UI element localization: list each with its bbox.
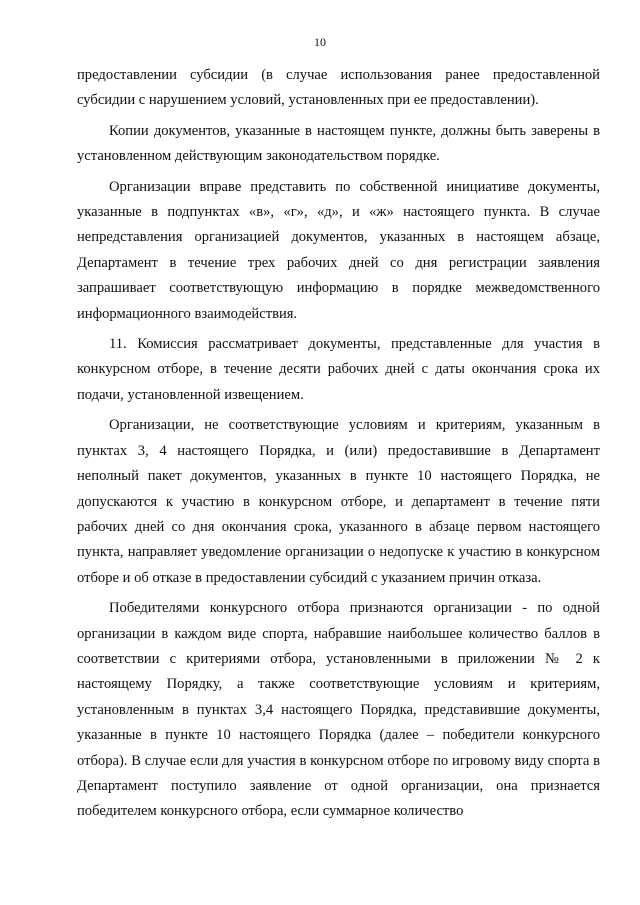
paragraph-selection-winners: Победителями конкурсного отбора признаются организации - по одной организации в каждом виде спорта, набравшие наибольшее количество баллов в соответствии с критериями отбора, установленными в приложении № 2 к настоящему Порядку, а также соответствующие условиям и критериям, установленным в пунктах 3,4 настоящего Порядка, представившие документы, указанные в пункте 10 настоящего Порядка (далее – победители конкурсного отбора). В случае если для участия в конкурсном отборе по игровому виду спорта в Департамент поступило заявление от одной организации, она признается победителем конкурсного отбора, если суммарное количество <box>77 600 600 820</box>
paragraph-continuation: предоставлении субсидии (в случае использования ранее предоставленной субсидии с нарушением условий, установленных при ее предоставлении). <box>77 67 600 109</box>
paragraph-item-11-commission-review: 11. Комиссия рассматривает документы, представленные для участия в конкурсном отборе, в течение десяти рабочих дней с даты окончания срока их подачи, установленной извещением. <box>77 336 600 403</box>
paragraph-own-initiative-documents: Организации вправе представить по собственной инициативе документы, указанные в подпунктах «в», «г», «д», и «ж» настоящего пункта. В случае непредставления организацией документов, указанных в настоящем абзаце, Департамент в течение трех рабочих дней со дня регистрации заявления запрашивает соответствующую информацию в порядке межведомственного информационного взаимодействия. <box>77 178 600 322</box>
paragraph-copies-certification: Копии документов, указанные в настоящем пункте, должны быть заверены в установленном действующим законодательством порядке. <box>77 122 600 165</box>
paragraph-non-admission: Организации, не соответствующие условиям и критериям, указанным в пунктах 3, 4 настоящего Порядка, и (или) предоставившие в Департамент неполный пакет документов, указанных в пункте 10 настоящего Порядка, не допускаются к участию в конкурсном отборе, и департамент в течение пяти рабочих дней со дня окончания срока, указанного в абзаце первом настоящего пункта, направляет уведомление организации о недопуске к участию в конкурсном отборе и об отказе в предоставлении субсидий с указанием причин отказа. <box>77 417 600 586</box>
page-number: 10 <box>314 35 326 49</box>
document-body <box>77 63 600 825</box>
